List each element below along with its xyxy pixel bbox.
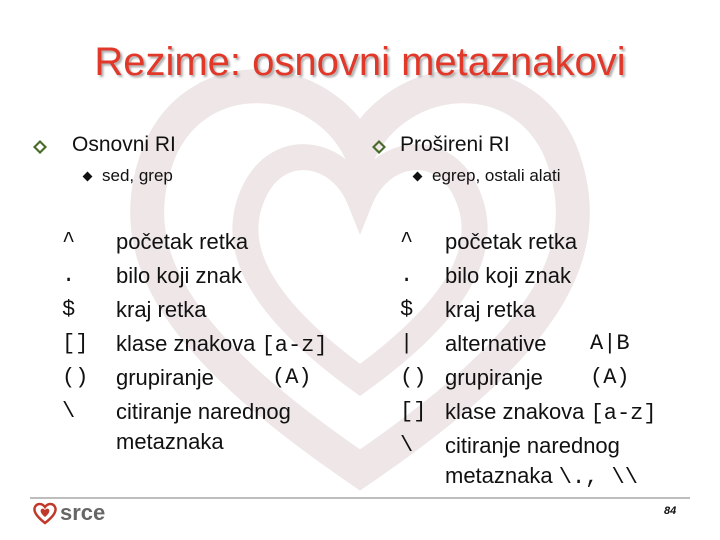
right-row bbox=[445, 429, 620, 463]
slide-title: Rezime: osnovni metaznakovi bbox=[94, 40, 626, 84]
row-description: kraj retka bbox=[445, 297, 536, 322]
right-symbol: \ bbox=[400, 433, 414, 458]
left-symbol: \ bbox=[62, 399, 76, 424]
left-subheading: sed, grep bbox=[102, 166, 173, 185]
left-heading: Osnovni RI bbox=[72, 133, 176, 156]
row-description: klase znakova bbox=[445, 399, 585, 424]
row-description: kraj retka bbox=[116, 297, 207, 322]
row-code: [a-z] bbox=[261, 333, 328, 358]
row-description: bilo koji znak bbox=[116, 263, 242, 288]
right-symbol: $ bbox=[400, 297, 414, 322]
right-row bbox=[445, 293, 535, 327]
diamond-bullet-icon bbox=[372, 140, 386, 154]
right-symbol: ^ bbox=[400, 229, 414, 254]
page-number: 84 bbox=[664, 505, 677, 517]
sub-bullet-icon bbox=[83, 172, 93, 182]
row-description: grupiranje bbox=[445, 365, 543, 390]
footer-divider bbox=[30, 497, 690, 499]
right-row bbox=[445, 225, 577, 259]
left-symbol: [] bbox=[62, 331, 89, 356]
row-code: \., \\ bbox=[558, 465, 638, 490]
left-row bbox=[116, 225, 248, 259]
left-row bbox=[116, 395, 291, 429]
row-description: citiranje narednog bbox=[116, 399, 291, 424]
right-row bbox=[445, 259, 571, 293]
right-symbol: | bbox=[400, 331, 414, 356]
left-row bbox=[116, 293, 206, 327]
left-symbol: . bbox=[62, 263, 76, 288]
right-heading: Prošireni RI bbox=[400, 133, 510, 156]
srce-heart-logo-icon bbox=[32, 500, 58, 526]
diamond-bullet-icon bbox=[33, 140, 47, 154]
left-row bbox=[116, 327, 328, 361]
row-description: početak retka bbox=[116, 229, 249, 254]
right-row bbox=[445, 361, 543, 395]
row-code: [a-z] bbox=[590, 401, 657, 426]
left-symbol: $ bbox=[62, 297, 76, 322]
sub-bullet-icon bbox=[413, 172, 423, 182]
left-symbol: ^ bbox=[62, 229, 76, 254]
logo-text: srce bbox=[60, 500, 106, 525]
right-symbol: () bbox=[400, 365, 427, 390]
row-description: citiranje narednog bbox=[445, 433, 620, 458]
row-code: (A) bbox=[590, 365, 630, 390]
row-code: A|B bbox=[590, 331, 630, 356]
row-description: klase znakova bbox=[116, 331, 256, 356]
right-row bbox=[445, 395, 657, 429]
row-description: grupiranje bbox=[116, 365, 214, 390]
left-symbol: () bbox=[62, 365, 89, 390]
right-row-continuation bbox=[445, 459, 638, 493]
right-row bbox=[445, 327, 547, 361]
row-description: alternative bbox=[445, 331, 547, 356]
right-symbol: . bbox=[400, 263, 414, 288]
left-row bbox=[116, 361, 214, 395]
row-description: početak retka bbox=[445, 229, 578, 254]
row-code: (A) bbox=[272, 365, 312, 390]
left-row bbox=[116, 259, 242, 293]
left-row-continuation: metaznaka bbox=[116, 429, 224, 454]
row-description: bilo koji znak bbox=[445, 263, 571, 288]
right-symbol: [] bbox=[400, 399, 427, 424]
continuation-text: metaznaka bbox=[445, 463, 553, 488]
right-subheading: egrep, ostali alati bbox=[432, 166, 561, 185]
